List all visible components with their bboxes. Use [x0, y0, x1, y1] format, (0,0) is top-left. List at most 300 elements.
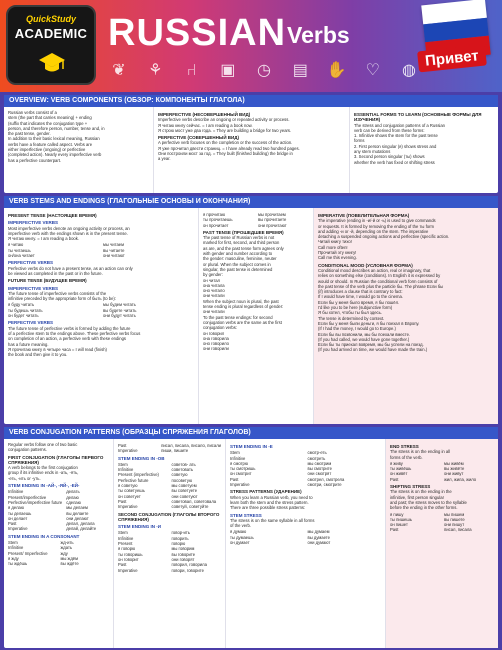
table-cell: Infinitive [8, 489, 24, 495]
table-cell: Imperative [230, 482, 250, 488]
table-cell: я буду читать [8, 302, 35, 308]
text-line: has a future meaning. [8, 341, 49, 347]
table-cell: мы читаем [103, 242, 124, 248]
text-line: as are, and the past tense form agrees only [203, 245, 284, 251]
stems-col-2 [199, 208, 314, 424]
table-cell: ты будешь читать [8, 307, 43, 313]
table-cell: он будет читать [8, 313, 39, 319]
text-line: The stress is on the same syllable in all forms [230, 517, 315, 523]
table-cell: Infinitive [118, 467, 134, 473]
text-line: Russian verbs consist of a [8, 110, 57, 115]
text-line: Imperfective verbs describe an ongoing or repeated activity or process. [158, 117, 290, 123]
perfective-future-text [8, 326, 194, 358]
overview-section [4, 95, 498, 193]
table-cell: ждать [60, 545, 73, 551]
consonant-stem-title: STEM ENDING IN A CONSONANT [8, 533, 80, 539]
text-line: imperfective verb with the endings shown is in the present tense. [8, 230, 128, 236]
text-line: either imperfective (ongoing) or perfective [8, 147, 86, 153]
table-cell: Past [118, 443, 127, 448]
text-line: они читали [203, 293, 225, 299]
table-cell: они читают [103, 253, 125, 259]
table-cell: писал, писала, писало, писали [161, 443, 221, 448]
text-line: verb can be derived from these forms: [354, 127, 425, 133]
text-line: or plural. When the subject comes in [203, 261, 271, 267]
header-icon-row [108, 58, 420, 84]
table-cell: они живут [444, 471, 464, 477]
table-cell: мы советуем [171, 483, 197, 489]
second-conjugation-table [118, 530, 221, 572]
stems-col-3 [314, 208, 498, 424]
table-cell: мы думаем [307, 529, 330, 535]
graduation-cap-icon [38, 49, 66, 77]
greeting-label: Привет [417, 45, 487, 73]
table-cell: делай, делайте [66, 526, 97, 532]
e-stem-table [230, 450, 381, 487]
hand-icon: ✋ [326, 62, 347, 79]
imperative-text [318, 218, 494, 260]
table-cell: говори, говорите [171, 567, 204, 573]
table-cell: смотри, смотрите [307, 482, 342, 488]
end-stress-text [390, 449, 494, 460]
table-cell: посоветую [171, 477, 193, 483]
text-line: (completed action). Nearly every imperfective verb [8, 152, 102, 158]
perfective-text [8, 266, 194, 277]
table-cell: мы будем читать [103, 302, 136, 308]
table-cell: мы прочитаем [258, 212, 286, 217]
imperfective-future-title: IMPERFECTIVE VERBS [8, 285, 59, 291]
clock-icon: ◷ [257, 62, 271, 79]
table-cell: делаю [66, 494, 79, 500]
conjugation-heading: VERB CONJUGATION PATTERNS (ОБРАЗЦЫ СПРЯЖЕНИЯ ГЛАГОЛОВ) [4, 427, 498, 439]
table-cell: Perfective future [118, 477, 149, 483]
text-line: or requests. It is formed by removing the ending of the ты form [318, 223, 434, 229]
table-cell: ты говоришь [118, 551, 143, 557]
table-cell: советов- ать [171, 461, 196, 467]
table-cell: советую [171, 472, 188, 478]
table-cell: я пишу [390, 511, 404, 517]
text-line: оно говорило [203, 341, 229, 347]
table-cell: он думает [230, 540, 250, 546]
text-line: detaching a suspended ongoing actions and perfective (specific action. [318, 234, 450, 240]
stems-heading: VERB STEMS AND ENDINGS (ГЛАГОЛЬНЫЕ ОСНОВЫ И ОКОНЧАНИЯ) [4, 196, 498, 208]
overview-intro [8, 110, 149, 163]
text-line: Я прочитаю книгу в четыре часа = I will read (finish) [8, 346, 107, 352]
text-line: the past tense, gender. [8, 131, 51, 137]
present-table [8, 242, 194, 258]
text-line: он говорил [203, 330, 225, 336]
table-cell: я прочитаю [203, 212, 226, 217]
table-cell: вы читаете [103, 247, 125, 253]
table-cell: говорить [171, 535, 189, 541]
table-cell: я говорю [118, 546, 136, 552]
table-cell: Imperative [118, 567, 138, 573]
table-cell: писал, писала [444, 527, 472, 533]
stem-stress-text [230, 518, 381, 529]
future-table [8, 302, 194, 318]
table-cell: ты пишешь [390, 516, 412, 522]
conditional-title: CONDITIONAL MOOD (УСЛОВНАЯ ФОРМА) [318, 262, 413, 268]
text-line: on completion of an action, a perfective verb with these endings [8, 336, 127, 342]
text-line: infinitive preceded by the appropriate form of быть (to be): [8, 296, 116, 302]
conjugation-col-1 [4, 439, 114, 648]
table-cell: Stem [118, 530, 128, 536]
text-line: verbs have a feature called aspect. Verbs are [8, 141, 93, 147]
text-line: the gender: masculine, feminine, neuter [203, 256, 277, 262]
text-line: tense ending is plural regardless of gender: [203, 304, 284, 310]
table-cell: они делают [66, 515, 89, 521]
table-cell: я жду [8, 555, 19, 561]
leaf-icon: ❦ [112, 62, 126, 79]
sprout-icon: ⚘ [148, 62, 163, 79]
table-cell: Present (imperfective) [118, 472, 159, 478]
logo-main-text: ACADEMIC [14, 26, 88, 41]
end-stress-title: END STRESS [390, 444, 419, 449]
overview-col-1 [4, 107, 154, 193]
text-line: before the ending in the other forms. [390, 505, 458, 511]
table-cell: Perfective/imperfective future [8, 499, 63, 505]
text-line: with gender and number according to [203, 251, 273, 257]
table-cell: вы ждёте [60, 561, 79, 567]
table-cell: он пишет [390, 522, 408, 528]
table-cell: говорил, говорила [171, 562, 207, 568]
table-cell: они пишут [444, 522, 465, 528]
text-line: -еть, -ить or -уть. [8, 475, 41, 481]
table-cell: советуй, советуйте [171, 504, 209, 510]
past-tense-title: PAST TENSE (ПРОШЕДШЕЕ ВРЕМЯ) [203, 229, 284, 235]
table-cell: ты смотришь [230, 466, 256, 472]
text-line: Call more often! [318, 244, 348, 250]
heart-globe-icon: ♡ [365, 62, 380, 79]
stress-patterns-title: STRESS PATTERNS (УДАРЕНИЕ) [230, 489, 302, 495]
text-line: Я бы хотел, чтобы ты был здесь. [318, 310, 382, 316]
text-line: Они построили мост за год. = They built (finished building) the bridge in [158, 151, 293, 157]
stress-patterns-text [230, 495, 381, 511]
essential-forms-text [354, 123, 494, 165]
globe-icon: ◍ [402, 62, 416, 79]
text-line: Если бы вы позвонили, мы бы поехали вместе. [318, 331, 411, 337]
table-cell: он делает [8, 515, 28, 521]
imperative-title: IMPERATIVE (ПОВЕЛИТЕЛЬНАЯ ФОРМА) [318, 213, 410, 218]
quickstudy-logo [6, 5, 96, 85]
table-cell: вы будете читать [103, 307, 137, 313]
text-line: они читали [203, 309, 225, 315]
imperfective-future-text [8, 291, 194, 302]
stems-section [4, 196, 498, 424]
consonant-stem-table [8, 540, 109, 566]
text-line: stem (the part that carries meaning) + ending [8, 115, 92, 121]
text-line: be viewed as completed in the past or in the future. [8, 270, 103, 276]
table-cell: Infinitive [118, 535, 134, 541]
table-cell: Past [390, 476, 399, 482]
text-line: она говорила [203, 335, 229, 341]
text-line: When the subject noun is plural, the past [203, 298, 279, 304]
text-line: and adding -и or -й, depending on the stem. The imperative [318, 228, 429, 234]
stem-stress-title: STEM STRESS [230, 512, 262, 518]
conjugation-col-4 [386, 439, 498, 648]
text-line: marked for first, second, and third person [203, 240, 280, 246]
end-stress-table [390, 461, 494, 482]
text-line: The stress is on the ending in the [390, 489, 452, 495]
table-cell: я смотрю [230, 460, 249, 466]
table-cell: говорю [171, 541, 186, 547]
table-cell: смотреть [307, 455, 326, 461]
table-cell: я делаю [8, 505, 24, 511]
imperfective-text [158, 117, 345, 133]
book-icon: ▤ [292, 62, 308, 79]
text-line: оно читало [203, 288, 225, 294]
conjugation-section [4, 427, 498, 648]
table-cell: ты читаешь [8, 247, 31, 253]
text-line: Я читаю книгу сейчас. = I am reading a book now. [158, 122, 253, 128]
text-line: Call me this evening. [318, 255, 357, 261]
table-cell: Infinitive [8, 545, 24, 551]
shifting-stress-text [390, 489, 494, 510]
table-cell: ты живёшь [390, 466, 412, 472]
conjugation-col-3 [226, 439, 386, 648]
table-cell: ты прочитаешь [203, 217, 233, 223]
table-cell: вы смотрите [307, 466, 332, 472]
conditional-text [318, 268, 494, 353]
perfective-title: PERFECTIVE (СОВЕРШЕННЫЙ ВИД) [158, 135, 239, 141]
perfective-future-table [203, 212, 309, 228]
text-line: Most imperfective verbs denote an ongoing activity or process, an [8, 225, 130, 231]
text-line: by gender: [203, 272, 223, 278]
box-icon: ▣ [220, 62, 236, 79]
text-line: The imperative (ending in -и/-й or -ь) is used to give commands [318, 218, 436, 224]
table-cell: советовать [171, 467, 194, 473]
table-cell: мы пишем [444, 511, 465, 517]
table-cell: Present/imperfective [8, 494, 47, 500]
table-cell: ты делаешь [8, 510, 32, 516]
text-line: (if) introduces a clause that is contrary to fact: [318, 289, 403, 295]
text-line: The future tense of imperfective verbs consists of the [8, 290, 107, 296]
text-line: он читал [203, 277, 220, 283]
text-line: Прочитай эту книгу! [318, 250, 357, 256]
table-cell: смотрел, смотрела [307, 476, 345, 482]
text-line: In addition to their basic lexical meaning, Russian [8, 136, 100, 142]
chair-icon: ⑁ [186, 62, 197, 79]
second-conjugation-title: SECOND CONJUGATION (ГЛАГОЛЫ ВТОРОГО СПРЯЖЕНИЯ) [118, 511, 220, 522]
text-line: 3. Second person singular (ты) shows [354, 154, 425, 160]
page-title: RUSSIAN [108, 12, 287, 54]
text-line: group if its infinitive ends in -ать, -ять, [8, 470, 79, 476]
table-cell: ты думаешь [230, 534, 254, 540]
table-cell: делал, делала [66, 521, 95, 527]
table-cell: он прочитает [203, 222, 229, 228]
first-conjugation-table [8, 489, 109, 531]
text-line: singular, the past tense is determined [203, 266, 273, 272]
table-cell: мы живём [444, 460, 464, 466]
logo-top-text: QuickStudy [25, 14, 76, 24]
text-line: Читай книгу тихо! [318, 239, 352, 245]
table-cell: Imperative [8, 526, 28, 532]
table-cell: они думают [307, 540, 331, 546]
table-cell: вы думаете [307, 534, 330, 540]
table-cell: вы живёте [444, 466, 465, 472]
text-line: Я читаю книгу. = I am reading a book. [8, 236, 80, 242]
imperfective-title: IMPERFECTIVE (НЕСОВЕРШЕННЫЙ ВИД) [158, 112, 251, 117]
ov-stem-table [118, 462, 221, 510]
text-line: Conditional mood describes an action, real or imaginary, that [318, 267, 431, 273]
text-line: она читала [203, 282, 225, 288]
text-line: of the verb. [230, 523, 251, 529]
text-line: Если бы ты приехал вовремя, мы бы успели на поезд. [318, 342, 424, 348]
table-cell: Imperative [118, 504, 138, 510]
text-line: Regular verbs follow one of two basic [8, 442, 78, 447]
table-cell: Past [118, 498, 127, 504]
text-line: A verb belongs to the first conjugation [8, 465, 78, 471]
text-line: 1. Infinitive shows the stem for the past tense [354, 133, 438, 139]
future-tense-title: FUTURE TENSE (БУДУЩЕЕ ВРЕМЯ) [8, 278, 87, 284]
table-cell: они будут читать [103, 313, 136, 319]
table-cell: он советует [118, 493, 141, 499]
text-line: The tense is determined by context. [318, 315, 385, 321]
text-line: When you learn a Russian verb, you need to [230, 494, 313, 500]
text-line: conjugation patterns. [8, 447, 47, 453]
text-line: has a perfective counterpart. [8, 157, 62, 163]
table-cell: жду [60, 550, 68, 556]
table-cell: Past [118, 562, 127, 568]
text-line: Если бы у меня были деньги, я бы поехал в Европу. [318, 320, 420, 326]
overview-col-3 [350, 107, 498, 193]
table-cell: вы прочитаете [258, 217, 287, 223]
table-cell: он говорит [118, 556, 139, 562]
table-cell: Imperative [118, 448, 138, 454]
table-cell: Past [8, 521, 17, 527]
shifting-stress-table [390, 512, 494, 533]
text-line: A perfective verb focuses on the completion or the success of the action. [158, 140, 293, 146]
perfective-text [158, 140, 345, 161]
text-line: (If I had the money, I would go to Europe.) [318, 326, 396, 332]
overview-col-2 [154, 107, 350, 193]
table-cell: смотр-еть [307, 450, 327, 456]
table-cell: мы говорим [171, 546, 195, 552]
conjugation-col-2 [114, 439, 226, 648]
table-cell: Stem [8, 540, 18, 546]
text-line: Я строю мост уже два года. = They are building a bridge for two years. [158, 127, 292, 133]
first-conjugation-title: FIRST CONJUGATION (ГЛАГОЛЫ ПЕРВОГО СПРЯЖЕНИЯ) [8, 454, 104, 465]
table-cell: он живёт [390, 471, 408, 477]
table-cell: ты ждёшь [8, 561, 28, 567]
text-line: a year. [158, 156, 171, 162]
past-tense-text [203, 235, 309, 352]
table-cell: вы делаете [66, 510, 89, 516]
text-line: The stress is on the ending in all [390, 449, 451, 455]
table-cell: жил, жила, жило [444, 476, 477, 482]
col2-top-table [118, 443, 221, 454]
text-line: learn both the stem and the stress pattern. [230, 499, 309, 505]
text-line: To the past tense endings: for second [203, 314, 273, 320]
text-line: Perfective verbs do not have a present tense, as an action can only [8, 265, 133, 271]
second-stem-title: STEM ENDING IN -И [118, 524, 161, 530]
text-line: would or should. In Russian the conditional verb form consists of [318, 278, 438, 284]
text-line: the past tense of the verb plus the particle бы. The phrase Если бы [318, 283, 444, 289]
text-line: There are three possible stress patterns: [230, 505, 306, 511]
table-cell: они говорят [171, 556, 195, 562]
present-tense-title: PRESENT TENSE (НАСТОЯЩЕЕ ВРЕМЯ) [8, 213, 97, 218]
table-cell: я думаю [230, 529, 247, 535]
table-cell: вы пишете [444, 516, 465, 522]
table-cell: они смотрят [307, 471, 332, 477]
table-cell: вы советуете [171, 488, 198, 494]
table-cell: Present/ Imperfective [8, 550, 48, 556]
table-cell: вы говорите [171, 551, 196, 557]
table-cell: я читаю [8, 242, 24, 248]
first-stem-title: STEM ENDING IN -АЙ-, -ЯЙ-, -ЕЙ- [8, 483, 80, 489]
table-cell: Stem [230, 450, 240, 456]
text-line: Если бы у меня было время, я бы пошёл. [318, 299, 400, 305]
text-line: person, and therefore person, number, tense and, in [8, 125, 105, 131]
table-cell: он/она читает [8, 253, 35, 259]
page-subtitle: Verbs [287, 22, 350, 48]
present-text [8, 226, 194, 242]
table-cell: Stem [118, 461, 128, 467]
text-line: 2. First person singular (я) shows stress and [354, 143, 437, 149]
text-line: forms [354, 138, 365, 144]
text-line: Я уже прочитал двести страниц. = I have already read two hundred pages. [158, 145, 300, 151]
text-line: conjugation verbs are the same as the first [203, 319, 282, 325]
shifting-stress-title: SHIFTING STRESS [390, 484, 431, 490]
text-line: If I would have time, I would go to the cinema. [318, 294, 403, 300]
first-conjugation-text [8, 465, 109, 481]
table-cell: ты советуешь [118, 488, 145, 494]
text-line: whether the verb has fixed or shifting stress [354, 159, 435, 165]
essential-forms-title: ESSENTIAL FORMS TO LEARN (ОСНОВНЫЕ ФОРМЫ ДЛЯ ИЗУЧЕНИЯ) [354, 112, 482, 123]
table-cell: я живу [390, 460, 403, 466]
table-cell: они советуют [171, 493, 198, 499]
overview-heading: OVERVIEW: VERB COMPONENTS (ОБЗОР: КОМПОНЕНТЫ ГЛАГОЛА) [4, 95, 498, 107]
text-line: the book and then give it to you. [8, 352, 68, 358]
table-cell: Past [390, 527, 399, 533]
table-cell: делать [66, 489, 80, 495]
stem-stress-table [230, 529, 381, 545]
imperfective-verbs-title: IMPERFECTIVE VERBS [8, 220, 59, 226]
stems-col-1 [4, 208, 199, 424]
e-stem-title: STEM ENDING IN -Е [230, 444, 273, 449]
table-cell: Infinitive [230, 455, 246, 461]
text-line: of a perfective stem to the endings above. These perfective verbs focus [8, 330, 141, 336]
table-cell: они прочитают [258, 222, 287, 228]
table-cell: мы ждём [60, 555, 79, 561]
table-cell: он смотрит [230, 471, 252, 477]
table-cell: советовал, советовала [171, 498, 217, 504]
text-line: infinitive, first person singular [390, 494, 444, 500]
perfective-future-title: PERFECTIVE VERBS [8, 320, 54, 326]
text-line: I'd like you to be here (subjunctive form) [318, 305, 393, 311]
ov-stem-title: STEM ENDING IN -ОВ [118, 455, 165, 461]
table-cell: Present [118, 541, 133, 547]
header-banner [0, 0, 502, 92]
text-line: (If you had called, we would have gone together.) [318, 336, 410, 342]
table-cell: жд-ить [60, 540, 74, 546]
conjugation-intro [8, 442, 109, 453]
text-line: any stem mutations [354, 149, 391, 155]
table-cell: Past [230, 476, 239, 482]
table-cell: я советую [118, 483, 138, 489]
text-line: The past tense of Russian verbs is not [203, 235, 275, 241]
text-line: (If you had arrived on time, we would have made the train.) [318, 347, 428, 353]
table-cell: сделаю [66, 499, 81, 505]
text-line: conjugation verbs: [203, 325, 237, 331]
perfective-verbs-title: PERFECTIVE VERBS [8, 260, 54, 266]
text-line: они говорили [203, 346, 229, 352]
text-line: relies on something else (conditions). In English it is expressed by [318, 273, 441, 279]
table-cell: пиши, пишите [161, 448, 189, 454]
text-line: The stress and conjugation patterns of a Russian [354, 122, 446, 128]
table-cell: мы делаем [66, 505, 88, 511]
table-cell: говор-ить [171, 530, 190, 536]
text-line: forms of the verb. [390, 454, 423, 460]
